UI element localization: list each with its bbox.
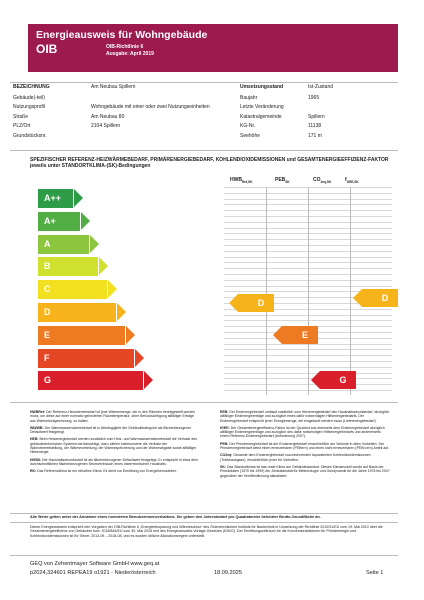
legend-entry: RK: Das Referenzklima ist ein virtuelles Klima. Es dient zur Ermittlung von Energiekennzahlen.	[30, 469, 178, 474]
column-header: $HWB_{Ref,SK}$	[230, 177, 253, 184]
legend-entry: SK: Das Standortklima ist das reale Klima am Gebäudestandort. Dieses Klimamodell wurde auf Basis der Primärdaten (1970 bis 1999) der Zentralanstalt für Meteorologie und Geodynamik für die Jahre 1978 bis 2007 gegenüber der Veröffentlichung aktualisiert.	[220, 464, 390, 478]
info-value-right: 11138	[308, 123, 322, 129]
info-value-left: Am Neubau Spillern	[91, 84, 136, 90]
legend-entry: EEB: Der Endenergiebedarf umfasst zusätzlich zum Heizenergiebedarf den Haushaltsstrombedarf, abzüglich allfälliger Endenergieerträge und zuzüglich eines dafür notwendigen Hilfsenergiebedarfs. Der Endenergiebedarf entspricht jener Energiemenge, die eingekauft werden muss (Lieferenergiebedarf).	[220, 410, 390, 423]
info-value-left: 2104 Spillern	[91, 123, 121, 129]
info-label-right: Baujahr	[240, 95, 258, 101]
column-header: $CO_{2eq,SK}$	[313, 177, 332, 184]
info-label-right: KG-Nr.	[240, 123, 256, 129]
info-label-right: Seehöhe	[240, 133, 261, 139]
column-separator	[266, 187, 267, 395]
legend-left	[30, 410, 200, 477]
info-value-right: 171 m	[308, 133, 322, 139]
legend-entry: HEB: Beim Heizenergiebedarf werden zusätzlich zum Heiz- und Warmwasserwärmebedarf die Verluste des gebäudetechnischen Systems berücksichtigt, dazu zählen insbesondere die Verluste der Wärmebereitstellung, der Wärmeverteilung, der Wärmespeicherung und der Wärmeabgabe sowie allfälliger Hilfsenergie.	[30, 437, 197, 455]
rating-arrow: E	[282, 326, 318, 344]
divider	[10, 522, 398, 523]
column-separator	[350, 187, 351, 395]
legend-entry: HWBRef: Der Referenz-Heizwärmebedarf ist jene Wärmemenge, die in den Räumen bereitgestellt werden muss, um diese auf einer normativ geforderten Raumtemperatur, ohne Berücksichtigung allfälliger Erträge aus Wärmerückgewinnung, zu halten.	[30, 410, 196, 423]
divider	[10, 150, 398, 151]
scale-bar-aplusplus: A++	[38, 189, 73, 208]
info-label-left: Nutzungsprofil	[13, 104, 45, 110]
info-label-right: Umsetzungsstand	[240, 84, 284, 90]
legend-entry: fGEE: Der Gesamtenergieeffizienz-Faktor ist der Quotient aus einerseits dem Endenergiebedarf abzüglich allfälliger Endenergieerträge und zuzüglich des dafür notwendigen Hilfsenergiebedarfs und andererseits einem Referenz-Endenergiebedarf (Anforderung 2007).	[220, 425, 385, 439]
scale-bar-b: B	[38, 257, 98, 276]
info-label-left: Gebäude(-teil)	[13, 95, 45, 101]
legend-definitions	[30, 410, 394, 510]
info-label-left: Grundstücksnr.	[13, 133, 47, 139]
legend-entry: CO2eq: Gesamte dem Endenergiebedarf zuzurechnenden äquivalenten Kohlendioxidemissionen (Treibhausgase), einschließlich jener für Vorketten.	[220, 453, 371, 462]
chart-title: SPEZIFISCHER REFERENZ-HEIZWÄRMEBEDARF, PRIMÄRENERGIEBEDARF, KOHLENDIOXIDEMISSIONEN und GESAMTENERGIEEFFIZIENZ-FAKTOR jeweils unter STANDORTKLIMA-(SK)-Bedingungen	[30, 157, 389, 169]
legend-entry: HHSB: Der Haushaltsstrombedarf ist als flächenbezogener Defaultwert festgelegt. Er entspricht in etwa dem durchschnittlichen flächenbezogenen Stromverbrauch eines österreichischen Haushalts.	[30, 457, 198, 466]
footer-date: 18.09.2025	[214, 570, 242, 576]
legend-entry: WWWB: Der Warmwasserwärmebedarf ist in Abhängigkeit der Gebäudekategorie als flächenbezogener Defaultwert festgelegt.	[30, 425, 192, 435]
title-banner	[28, 24, 398, 72]
divider	[10, 555, 398, 556]
richtlinie-info	[106, 44, 154, 57]
ausgabe-label: Ausgabe: April 2019	[106, 50, 154, 57]
info-value-right: Ist-Zustand	[308, 84, 334, 90]
scale-bar-g: G	[38, 371, 143, 390]
document-title: Energieausweis für Wohngebäude	[36, 29, 208, 41]
divider	[10, 513, 398, 514]
info-value-left: Wohngebäude mit einer oder zwei Nutzungseinheiten	[91, 104, 210, 110]
divider	[10, 402, 398, 403]
footer-reference: p2024,324601 REPEA19 o1921 - Niederösterreich	[30, 570, 156, 576]
legend-right	[220, 410, 390, 481]
column-header: $PEB_{SK}$	[275, 177, 290, 184]
richtlinie-label: OIB-Richtlinie 6	[106, 44, 144, 50]
divider	[10, 82, 398, 83]
scale-bar-a: A	[38, 235, 89, 254]
info-label-left: PLZ/Ort	[13, 123, 31, 129]
directive-note: Dieser Energieausweis entspricht den Vorgaben der OIB-Richtlinie 6 „Energieeinsparung und Wärmeschutz“ des Österreichischen Instituts für Bautechnik in Umsetzung der Richtlinie 2010/31/EU vom 19. Mai 2010 über die Gesamtenergieeffizienz von Gebäuden bzw. 2018/844/EU vom 30. Mai 2018 und des Energieausweis-Vorlage-Gesetzes (EAVG). Der Ermittlungszeitraum für die Konversionsfaktoren für Primärenergie und Kohlendioxidemissionen ist für Strom: 2013-09 – 2018-08, und es wurden übliche Allokationsregeln unterstellt.	[30, 525, 383, 538]
scale-bar-aplus: A+	[38, 212, 80, 231]
footer-software: GEQ von Zehentmayer Software GmbH www.geq.at	[30, 561, 160, 567]
info-value-right: 1965	[308, 95, 320, 101]
info-label-right: Letzte Veränderung	[240, 104, 284, 110]
scale-bar-f: F	[38, 349, 134, 368]
note-bold: Alle Werte gelten unter der Annahme eines normierten Benutzerinnenverhaltens. Sie geben den Jahresbedarf pro Quadratmeter beheizter Brutto-Grundfläche an.	[30, 515, 321, 519]
scale-bar-c: C	[38, 280, 107, 299]
info-value-right: Spillern	[308, 114, 325, 120]
column-separator	[308, 187, 309, 395]
oib-logo: OIB	[36, 42, 58, 56]
info-label-left: Straße	[13, 114, 29, 120]
scale-bar-e: E	[38, 326, 125, 345]
info-value-left: Am Neubau 80	[91, 114, 125, 120]
rating-arrow: D	[238, 294, 274, 312]
footer-page: Seite 1	[366, 570, 384, 576]
rating-arrow: G	[320, 371, 356, 389]
info-label-left: BEZEICHNUNG	[13, 84, 50, 90]
scale-bar-d: D	[38, 303, 116, 322]
info-label-right: Katastralgemeinde	[240, 114, 282, 120]
legend-entry: PEB: Der Primärenergiebedarf ist der Endenergiebedarf einschließlich der Verluste in allen Vorketten. Der Primärenergiebedarf weist einen erneuerbaren (PEBern) und einen nicht erneuerbaren (PEBn.ern) Anteil auf.	[220, 441, 390, 451]
rating-arrow: D	[362, 289, 398, 307]
column-header: $f_{GEE,SK}$	[345, 177, 359, 184]
